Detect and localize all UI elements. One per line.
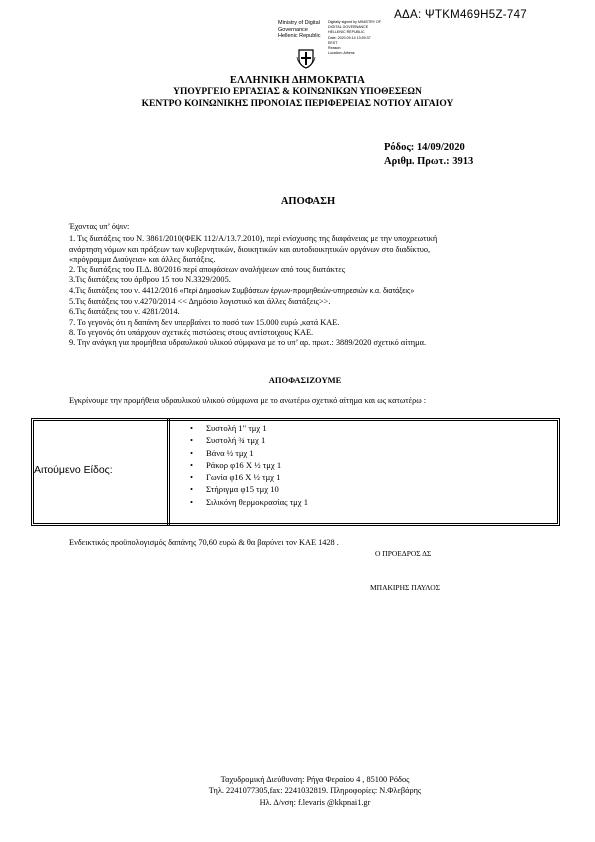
provision-4-main: 4.Τις διατάξεις του ν. 4412/2016: [69, 285, 178, 295]
list-item: [190, 483, 308, 495]
items-table: [31, 418, 560, 526]
header-republic: ΕΛΛΗΝΙΚΗ ΔΗΜΟΚΡΑΤΙΑ: [229, 75, 366, 86]
provision-4-title: «Περί Δημοσίων Συμβάσεων έργων-προμηθειών-υπηρεσιών κ.α. διατάξεις»: [179, 287, 415, 295]
header-center: ΚΕΝΤΡΟ ΚΟΙΝΩΝΙΚΗΣ ΠΡΟΝΟΙΑΣ ΠΕΡΙΦΕΡΕΙΑΣ ΝΟΤΙΟΥ ΑΙΓΑΙΟΥ: [141, 99, 454, 109]
bullet: •: [190, 435, 194, 446]
signer-name: ΜΠΑΚΙΡΗΣ ΠΑΥΛΟΣ: [370, 583, 441, 592]
requested-item-label: Αιτούμενο Είδος:: [34, 464, 113, 476]
digital-signature-block: [278, 20, 381, 56]
signature-issuer: [278, 20, 326, 40]
list-item: [190, 459, 308, 471]
provision-5: 5.Τις διατάξεις του ν.4270/2014 << Δημόσιο λογιστικό και άλλες διατάξεις>>.: [69, 297, 331, 307]
item-text: Γωνία φ16 Χ ½ τμχ 1: [206, 472, 281, 483]
bullet: •: [190, 496, 194, 507]
ada-code: ΑΔΑ: ΨΤΚΜ469Η5Ζ-747: [394, 9, 527, 21]
provision-8: 8. Το γεγονός ότι υπάρχουν σχετικές πιστώσεις στους αντίστοιχους ΚΑΕ.: [69, 327, 314, 337]
bullet: •: [190, 423, 194, 433]
signature-detail-line: DIGITAL GOVERNANCE: [328, 25, 369, 30]
item-text: Στήριγμα φ15 τμχ 10: [206, 484, 279, 495]
bullet: •: [190, 447, 194, 458]
footer-phones: Τηλ. 2241077305,fax: 2241032819. Πληροφορίες: Ν.Φλεβάρης: [208, 786, 422, 795]
item-text: Βάνα ½ τμχ 1: [206, 447, 254, 458]
list-item: [190, 471, 308, 483]
signature-detail-line: Reason:: [328, 46, 342, 51]
provision-1-cont: «πρόγραμμα Διαύγεια» και άλλες διατάξεις.: [69, 254, 216, 264]
table-column-divider: [167, 419, 168, 525]
item-text: Ράκορ φ16 Χ ½ τμχ 1: [206, 459, 282, 470]
table-column-divider: [169, 419, 170, 525]
bullet: •: [190, 484, 194, 495]
list-item: [190, 422, 308, 434]
provision-2: 2. Τις διατάξεις του Π.Δ. 80/2016 περί αποφάσεων αναλήψεων από τους διατάκτες: [69, 265, 345, 275]
list-item: [190, 434, 308, 446]
signature-issuer-line: Governance: [278, 26, 308, 33]
bullet: •: [190, 472, 194, 483]
approval-text: Εγκρίνουμε την προμήθεια υδραυλικού υλικού σύμφωνα με το ανωτέρω σχετικό αίτημα και ως κατωτέρω :: [69, 396, 427, 405]
protocol-number: Αριθμ. Πρωτ.: 3913: [384, 156, 474, 167]
footer-email: Ηλ. Δ/νση: f.levaris @kkpnai1.gr: [259, 798, 371, 807]
decision-heading: ΑΠΟΦΑΣΙΖΟΥΜΕ: [268, 375, 342, 385]
document-title: ΑΠΟΦΑΣΗ: [280, 196, 336, 207]
item-text: Συστολή 1" τμχ 1: [206, 423, 267, 433]
items-list: [190, 422, 308, 508]
considerations: [69, 222, 529, 349]
signature-issuer-line: Ministry of Digital: [278, 20, 320, 26]
signature-detail-line: Location: Athens: [328, 51, 355, 56]
item-text: Συστολή ¾ τμχ 1: [206, 435, 266, 446]
signature-detail-line: EEST: [328, 40, 338, 45]
provision-1: 1. Τις διατάξεις του Ν. 3861/2010(ΦΕΚ 112/Α/13.7.2010), περί ενίσχυσης της διαφάνειας με την υποχρεωτική: [69, 234, 438, 244]
date-block: [384, 141, 473, 169]
provision-6: 6.Τις διατάξεις του ν. 4281/2014.: [69, 307, 180, 317]
signature-details: [328, 20, 383, 56]
provision-4: [69, 286, 529, 297]
considering-intro: Έχοντας υπ’ όψιν:: [69, 222, 130, 231]
list-item: [190, 496, 308, 508]
provision-3: 3.Τις διατάξεις του άρθρου 15 του Ν.3329/2005.: [69, 275, 231, 285]
signature-detail-line: Digitally signed by MINISTRY OF: [328, 20, 381, 24]
place-date: Ρόδος: 14/09/2020: [384, 142, 465, 153]
president-title: Ο ΠΡΟΕΔΡΟΣ ΔΣ: [375, 549, 432, 558]
bullet: •: [190, 459, 194, 470]
header-ministry: ΥΠΟΥΡΓΕΙΟ ΕΡΓΑΣΙΑΣ & ΚΟΙΝΩΝΙΚΩΝ ΥΠΟΘΕΣΕΩΝ: [173, 87, 422, 97]
hellenic-emblem-icon: [296, 49, 316, 69]
footer-address: Ταχυδρομική Διεύθυνση: Ρήγα Φεραίου 4 , 85100 Ρόδος: [220, 775, 410, 784]
provision-1-cont: ανάρτηση νόμων και πράξεων των κυβερνητικών, διοικητικών και αυτοδιοικητικών οργάνων στο διαδίκτυο,: [69, 244, 431, 254]
provision-7: 7. Το γεγονός ότι η δαπάνη δεν υπερβαίνει το ποσό των 15.000 ευρώ ,κατά ΚΑΕ.: [69, 317, 340, 327]
provision-9: 9. Την ανάγκη για προμήθεια υδραυλικού υλικού σύμφωνα με το υπ’ αρ. πρωτ.: 3889/2020 σχετικό αίτημα.: [69, 338, 427, 348]
item-text: Σιλικόνη θερμοκρασίας τμχ 1: [206, 496, 309, 507]
list-item: [190, 447, 308, 459]
budget-text: Ενδεικτικός προϋπολογισμός δαπάνης 70,60 ευρώ & θα βαρύνει τον ΚΑΕ 1428 .: [69, 538, 339, 547]
signature-detail-line: HELLENIC REPUBLIC: [328, 30, 365, 35]
signature-detail-line: Date: 2020.09.14 13:59:37: [328, 35, 371, 40]
signature-issuer-line: Hellenic Republic: [278, 33, 321, 39]
